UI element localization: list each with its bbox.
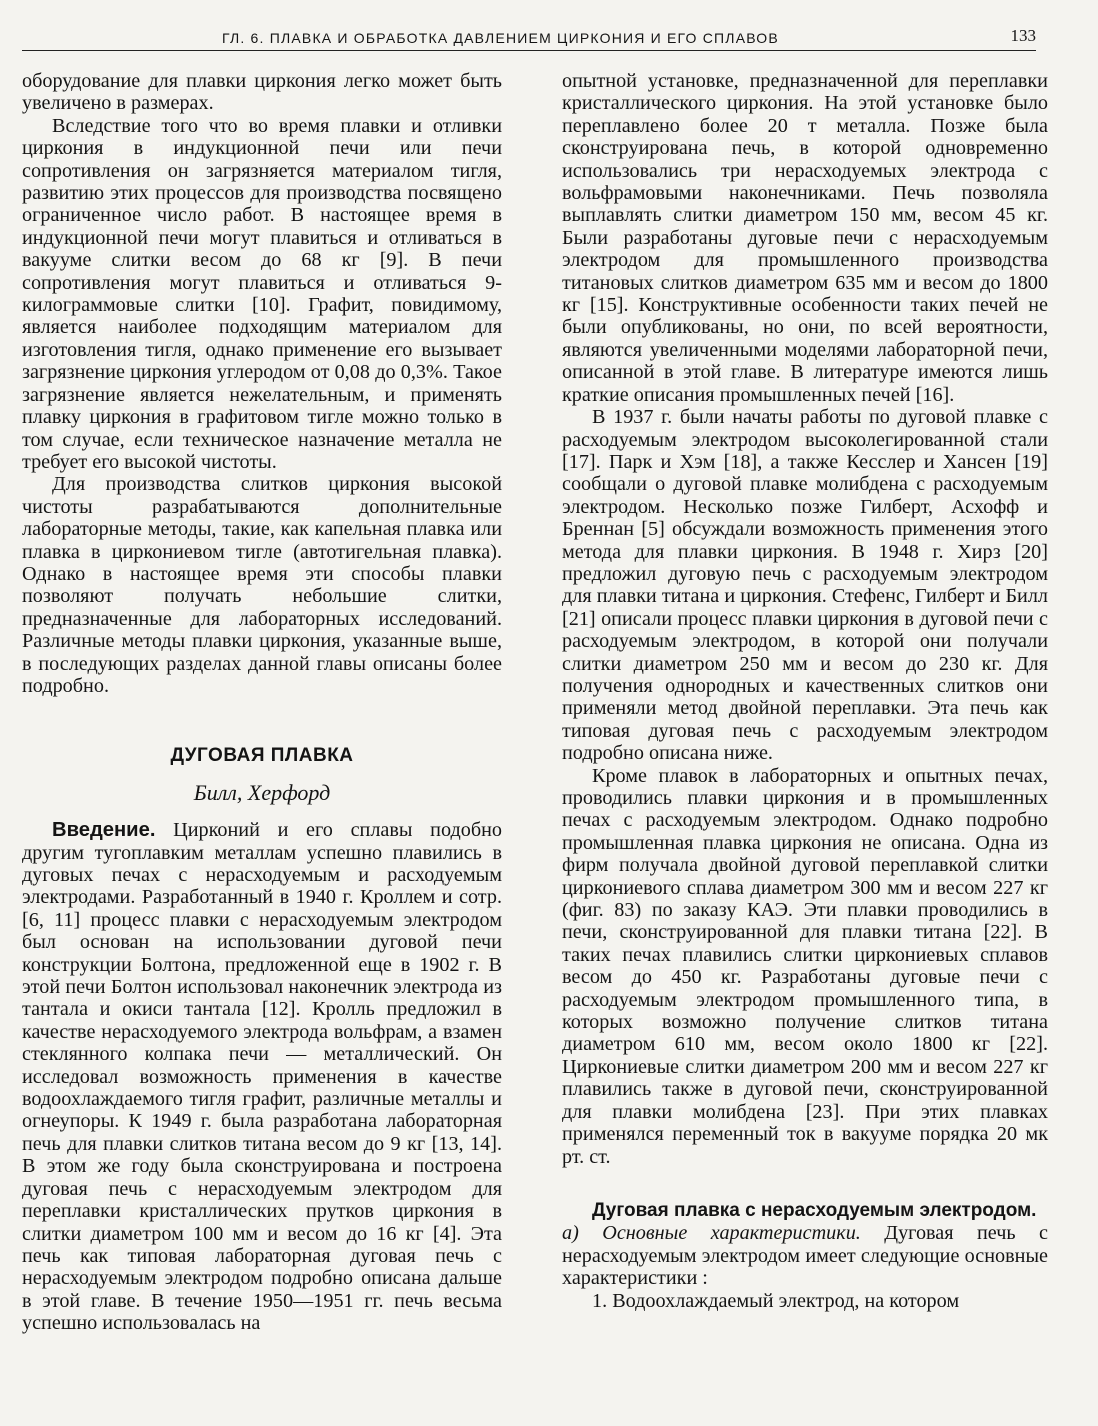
paragraph: Для производства слитков циркония высокой чистоты разрабатываются дополнительные лабораторные методы, такие, как капельная плавка или плавка в циркониевом тигле (автотигельная плавка). Однако в настоящее время эти способы плавки позволяют получать небольшие слитки, предназначенные для лабораторных исследований. Различные методы плавки циркония, указанные выше, в последующих разделах данной главы описаны более подробно. bbox=[22, 473, 502, 697]
paragraph: опытной установке, предназначенной для переплавки кристаллического циркония. На этой установке было переплавлено более 20 т металла. Позже была сконструирована печь, в которой одновременно использовались три нерасходуемых электрода с вольфрамовыми наконечниками. Печь позволяла выплавлять слитки диаметром 150 мм, весом 45 кг. Были разработаны дуговые печи с нерасходуемым электродом для промышленного производства титановых слитков диаметром 635 мм и весом до 1800 кг [15]. Конструктивные особенности таких печей не были опубликованы, но они, по всей вероятности, являются увеличенными моделями лабораторной печи, описанной в этой главе. В литературе имеются лишь краткие описания промышленных печей [16]. bbox=[562, 70, 1048, 406]
list-item: 1. Водоохлаждаемый электрод, на котором bbox=[592, 1289, 960, 1312]
page-number: 133 bbox=[1010, 26, 1036, 45]
paragraph: В 1937 г. были начаты работы по дуговой плавке с расходуемым электродом высоколегированной стали [17]. Парк и Хэм [18], а также Кесслер и Хансен [19] сообщали о дуговой плавке молибдена с расходуемым электродом. Несколько позже Гилберт, Асхофф и Бреннан [5] обсуждали возможность применения этого метода для плавки циркония. В 1948 г. Хирз [20] предложил дуговую печь с расходуемым электродом для плавки титана и циркония. Стефенс, Гилберт и Билл [21] описали процесс плавки циркония в дуговой печи с расходуемым электродом, в которой они получали слитки диаметром 250 мм и весом до 230 кг. Для получения однородных и качественных слитков они применяли метод двойной переплавки. Эта печь как типовая дуговая печь с расходуемым электродом подробно описана ниже. bbox=[562, 406, 1048, 765]
section-authors: Билл, Херфорд bbox=[193, 779, 331, 805]
section-title: ДУГОВАЯ ПЛАВКА bbox=[170, 745, 354, 767]
right-column bbox=[562, 70, 1048, 1312]
intro-text: Цирконий и его сплавы подобно другим тугоплавким металлам успешно плавились в дуговых печах с нерасходуемым и расходуемым электродами. Разработанный в 1940 г. Кроллем и сотр. [6, 11] процесс плавки с нерасходуемым электродом был основан на использовании дуговой печи конструкции Болтона, предложенной еще в 1902 г. В этой печи Болтон использовал наконечник электрода из тантала и окиси тантала [12]. Кролль предложил в качестве нерасходуемого электрода вольфрам, а взамен стеклянного колпака печи — металлический. Он исследовал возможность применения в качестве водоохлаждаемого тигля графит, различные металлы и огнеупоры. К 1949 г. была разработана лабораторная печь для плавки слитков титана весом до 9 кг [13, 14]. В этом же году была сконструирована и построена дуговая печь с нерасходуемым электродом для переплавки кристаллических прутков циркония в слитки диаметром 100 мм и весом до 16 кг [4]. Эта печь как типовая лабораторная дуговая печь с нерасходуемым электродом подробно описана дальше в этой главе. В течение 1950—1951 гг. печь весьма успешно использовалась на bbox=[22, 819, 502, 1335]
subsub-title: а) Основные характеристики. bbox=[562, 1222, 861, 1245]
paragraph: оборудование для плавки циркония легко может быть увеличено в размерах. bbox=[22, 70, 502, 115]
paragraph: Вследствие того что во время плавки и отливки циркония в индукционной печи или печи сопротивления он загрязняется материалом тигля, развитию этих процессов для производства посвящено ограниченное число работ. В настоящее время в индукционной печи могут плавиться и отливаться в вакууме слитки весом до 68 кг [9]. В печи сопротивления могут плавиться и отливаться 9-килограммовые слитки [10]. Графит, повидимому, является наиболее подходящим материалом для изготовления тигля, однако применение его вызывает загрязнение циркония углеродом от 0,08 до 0,3%. Такое загрязнение является нежелательным, и применять плавку циркония в графитовом тигле можно только в том случае, если техническое назначение металла не требует его высокой чистоты. bbox=[22, 114, 502, 473]
paragraph: Кроме плавок в лабораторных и опытных печах, проводились плавки циркония и в промышленных печах с расходуемым электродом. Однако подробно промышленная плавка циркония не описана. Одна из фирм получала двойной дуговой переплавкой слитки циркониевого сплава диаметром 300 мм и весом 227 кг (фиг. 83) по заказу КАЭ. Эти плавки проводились в печи, сконструированной для плавки титана [22]. В таких печах плавились слитки циркониевых сплавов весом до 450 кг. Разработаны дуговые печи с расходуемым электродом промышленного типа, в которых возможно получение слитков титана диаметром 610 мм, весом около 1800 кг [22]. Циркониевые слитки диаметром 200 мм и весом 227 кг плавились также в дуговой печи, сконструированной для плавки молибдена [23]. При этих плавках применялся переменный ток в вакууме порядка 20 мк рт. ст. bbox=[562, 764, 1048, 1168]
running-title: ГЛ. 6. ПЛАВКА И ОБРАБОТКА ДАВЛЕНИЕМ ЦИРКОНИЯ И ЕГО СПЛАВОВ bbox=[222, 30, 779, 46]
running-header bbox=[22, 18, 1036, 51]
characteristics-text: Дуговая печь с нерасходуемым электродом имеет следующие основные характеристики : bbox=[562, 1222, 1048, 1290]
intro-label: Введение. bbox=[52, 819, 156, 842]
intro-paragraph bbox=[22, 819, 502, 1334]
characteristics-paragraph bbox=[562, 1222, 1048, 1289]
subsection-title: Дуговая плавка с нерасходуемым электродом. bbox=[592, 1199, 1037, 1221]
left-column bbox=[22, 70, 502, 1335]
